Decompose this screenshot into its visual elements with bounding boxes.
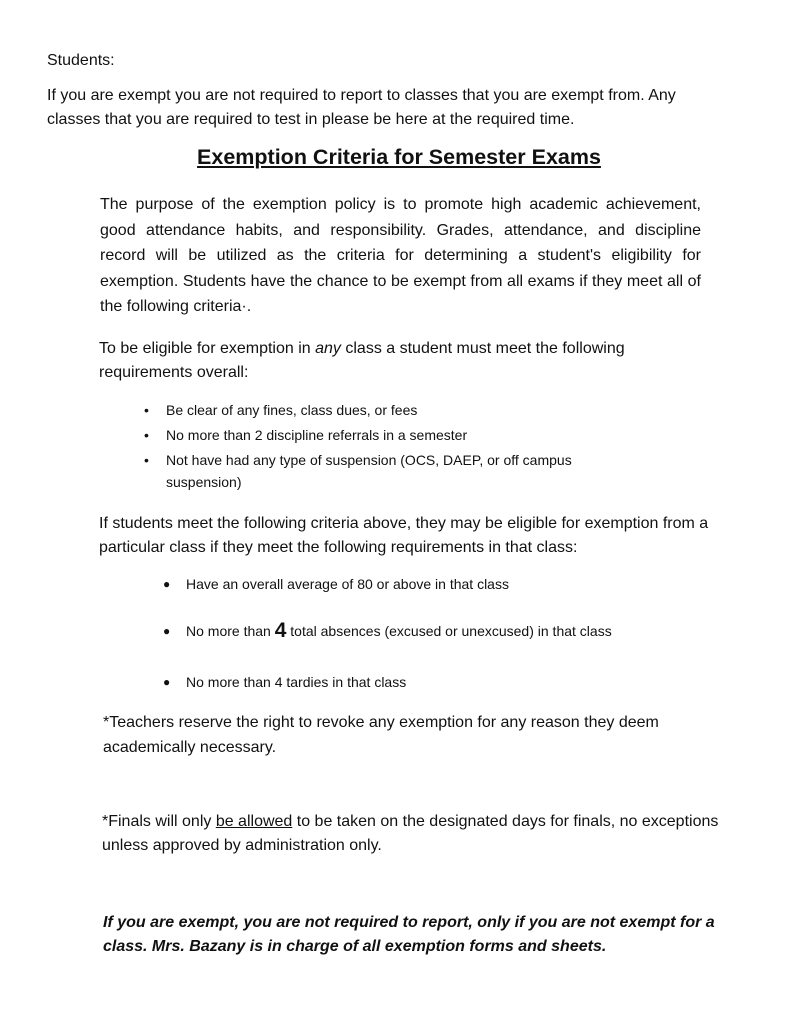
list-item — [144, 449, 624, 493]
purpose-paragraph: The purpose of the exemption policy is to promote high academic achievement, good attendance habits, and responsibility. Grades, attendance, and discipline record will be utilized as the criteria for determining a student's eligibility for exemption. Students have the chance to be exempt from all exams if they meet all of the following criteria·. — [100, 196, 701, 315]
absences-number: 4 — [274, 619, 287, 642]
closing-note: If you are exempt, you are not required to report, only if you are not exempt for a class. Mrs. Bazany is in charge of all exemption forms and sheets. — [103, 914, 715, 955]
list-item — [163, 670, 683, 694]
eligibility-text-after: class a student must meet the following requirements overall: — [99, 340, 625, 381]
requirement-text: Not have had any type of suspension (OCS, DAEP, or off campus suspension) — [166, 452, 572, 490]
page-title: Exemption Criteria for Semester Exams — [197, 145, 601, 169]
requirement-text: Be clear of any fines, class dues, or fees — [166, 402, 418, 418]
overall-requirements-list — [144, 399, 624, 496]
bullet: • — [144, 452, 149, 468]
absences-text-after: total absences (excused or unexcused) in that class — [286, 623, 612, 639]
bullet: ● — [163, 624, 171, 638]
bullet: • — [144, 402, 149, 418]
list-item — [163, 618, 683, 644]
bullet: • — [144, 427, 149, 443]
bullet: ● — [163, 577, 171, 591]
list-item — [163, 572, 683, 596]
requirement-text: No more than 2 discipline referrals in a semester — [166, 427, 468, 443]
bullet: ● — [163, 675, 171, 689]
eligibility-text-before: To be eligible for exemption in — [99, 340, 316, 357]
eligibility-emphasis: any — [315, 340, 341, 357]
tardies-requirement: No more than 4 tardies in that class — [186, 674, 407, 690]
list-item — [144, 424, 624, 446]
intro-paragraph: If you are exempt you are not required to report to classes that you are exempt from. Any classes that you are required to test in please be here at the required time. — [47, 87, 676, 128]
average-requirement: Have an overall average of 80 or above in that class — [186, 576, 509, 592]
eligibility-paragraph — [99, 337, 699, 385]
finals-text-after: to be taken on the designated days for finals, no exceptions unless approved by administration only. — [102, 813, 719, 854]
finals-underlined: be allowed — [215, 813, 293, 830]
finals-note — [102, 810, 752, 858]
absences-text-before: No more than — [186, 623, 275, 639]
list-item — [144, 399, 624, 421]
finals-text-before: *Finals will only — [102, 813, 216, 830]
criteria-paragraph: If students meet the following criteria above, they may be eligible for exemption from a particular class if they meet the following requirements in that class: — [99, 515, 709, 556]
teachers-note: *Teachers reserve the right to revoke any exemption for any reason they deem academically necessary. — [103, 714, 659, 756]
class-requirements-list — [163, 572, 683, 694]
greeting: Students: — [47, 52, 115, 69]
